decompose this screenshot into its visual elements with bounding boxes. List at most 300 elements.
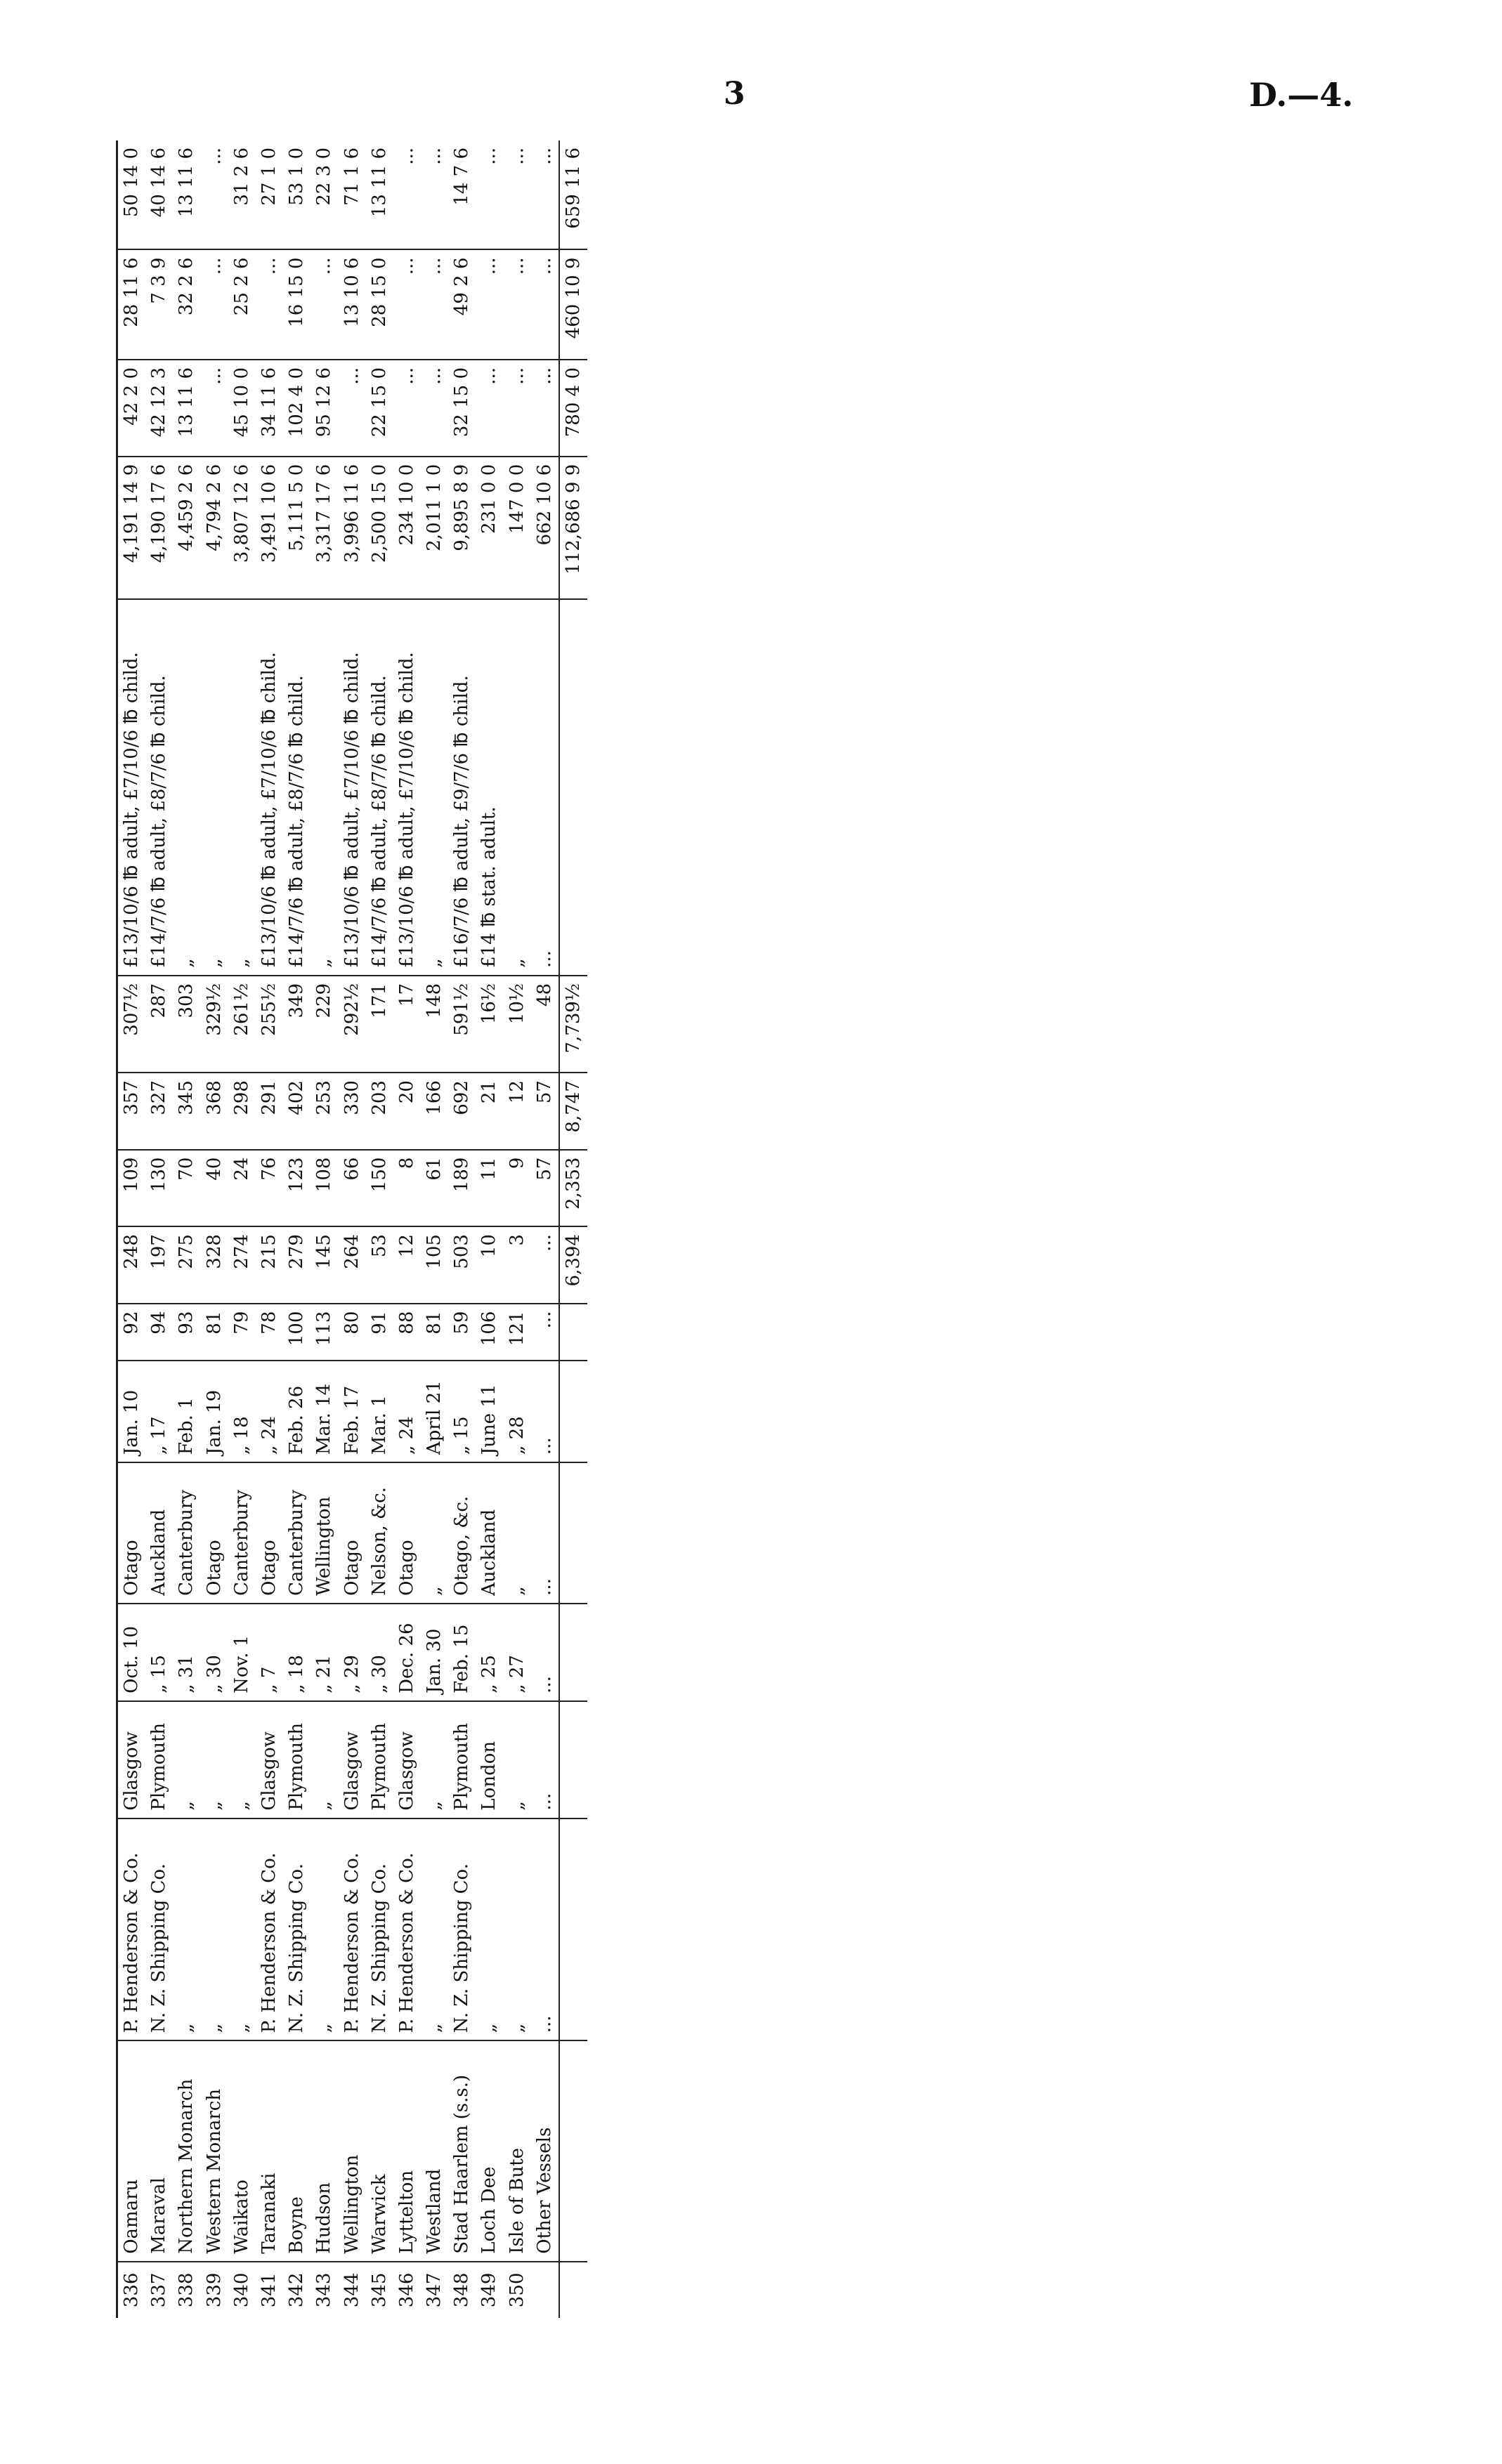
charge-three: 53 1 0 bbox=[283, 140, 311, 250]
row-number: 350 bbox=[506, 2272, 528, 2308]
port-of-departure: Glasgow bbox=[256, 1701, 283, 1818]
total-souls: 357 bbox=[117, 1073, 146, 1150]
owner: „ bbox=[504, 1818, 531, 2041]
amount-paid: 2,500 15 0 bbox=[366, 457, 393, 599]
row-number: 346 bbox=[396, 2272, 417, 2308]
port-of-departure: Glasgow bbox=[393, 1701, 421, 1818]
passage-rate: £14/7/6 ℔ adult, £8/7/6 ℔ child. bbox=[145, 599, 173, 976]
passage-rate: £16/7/6 ℔ adult, £9/7/6 ℔ child. bbox=[448, 599, 476, 976]
statute-adults: 349 bbox=[283, 976, 311, 1073]
passage-rate: £14 ℔ stat. adult. bbox=[476, 599, 503, 976]
destination: Canterbury bbox=[173, 1462, 200, 1604]
statute-adults: 591½ bbox=[448, 976, 476, 1073]
ship-name: Taranaki bbox=[256, 2040, 283, 2262]
port-of-departure: Plymouth bbox=[283, 1701, 311, 1818]
days-passage: 79 bbox=[228, 1304, 256, 1361]
total-souls: 402 bbox=[283, 1073, 311, 1150]
port-of-departure: „ bbox=[201, 1701, 228, 1818]
statute-adults: 307½ bbox=[117, 976, 146, 1073]
passage-rate: ... bbox=[531, 599, 559, 976]
sailed-date: „ 30 bbox=[366, 1604, 393, 1701]
arrived-date: Mar. 14 bbox=[311, 1361, 338, 1462]
charge-two: ... bbox=[421, 250, 448, 360]
total-souls: 291 bbox=[256, 1073, 283, 1150]
immigration-table bbox=[116, 140, 587, 2318]
adults-count: 53 bbox=[366, 1226, 393, 1304]
children-count: 11 bbox=[476, 1150, 503, 1227]
row-number: 337 bbox=[148, 2272, 170, 2308]
totals-row bbox=[559, 140, 587, 2318]
children-count: 189 bbox=[448, 1150, 476, 1227]
total-total-souls: 8,747 bbox=[559, 1073, 587, 1150]
owner: N. Z. Shipping Co. bbox=[366, 1818, 393, 2041]
statute-adults: 255½ bbox=[256, 976, 283, 1073]
port-of-departure: „ bbox=[228, 1701, 256, 1818]
charge-two: 28 15 0 bbox=[366, 250, 393, 360]
statute-adults: 292½ bbox=[339, 976, 366, 1073]
days-passage: 113 bbox=[311, 1304, 338, 1361]
amount-paid: 4,190 17 6 bbox=[145, 457, 173, 599]
total-souls: 327 bbox=[145, 1073, 173, 1150]
days-passage: 81 bbox=[421, 1304, 448, 1361]
port-of-departure: Plymouth bbox=[145, 1701, 173, 1818]
charge-one: 32 15 0 bbox=[448, 360, 476, 457]
passage-rate: £14/7/6 ℔ adult, £8/7/6 ℔ child. bbox=[283, 599, 311, 976]
statute-adults: 10½ bbox=[504, 976, 531, 1073]
destination: ... bbox=[531, 1462, 559, 1604]
charge-one: 95 12 6 bbox=[311, 360, 338, 457]
charge-three: 14 7 6 bbox=[448, 140, 476, 250]
sailed-date: „ 21 bbox=[311, 1604, 338, 1701]
days-passage: 88 bbox=[393, 1304, 421, 1361]
charge-three: 31 2 6 bbox=[228, 140, 256, 250]
total-souls: 298 bbox=[228, 1073, 256, 1150]
charge-one: 34 11 6 bbox=[256, 360, 283, 457]
row-number: 341 bbox=[258, 2272, 280, 2308]
owner: „ bbox=[228, 1818, 256, 2041]
charge-three: 50 14 0 bbox=[117, 140, 146, 250]
amount-paid: 3,996 11 6 bbox=[339, 457, 366, 599]
charge-two: ... bbox=[504, 250, 531, 360]
charge-one: ... bbox=[339, 360, 366, 457]
total-charge-two: 460 10 9 bbox=[559, 250, 587, 360]
days-passage: 100 bbox=[283, 1304, 311, 1361]
adults-count: 274 bbox=[228, 1226, 256, 1304]
row-number: 342 bbox=[286, 2272, 308, 2308]
charge-two: ... bbox=[476, 250, 503, 360]
table-row bbox=[448, 140, 476, 2318]
arrived-date: „ 28 bbox=[504, 1361, 531, 1462]
port-of-departure: ... bbox=[531, 1701, 559, 1818]
total-souls: 166 bbox=[421, 1073, 448, 1150]
owner: „ bbox=[421, 1818, 448, 2041]
port-of-departure: Glasgow bbox=[339, 1701, 366, 1818]
sailed-date: „ 27 bbox=[504, 1604, 531, 1701]
ship-name: Northern Monarch bbox=[173, 2040, 200, 2262]
charge-two: 16 15 0 bbox=[283, 250, 311, 360]
charge-two: ... bbox=[531, 250, 559, 360]
total-adults-count: 6,394 bbox=[559, 1226, 587, 1304]
charge-three: 40 14 6 bbox=[145, 140, 173, 250]
destination: „ bbox=[504, 1462, 531, 1604]
owner: P. Henderson & Co. bbox=[339, 1818, 366, 2041]
ship-name: Warwick bbox=[366, 2040, 393, 2262]
children-count: 8 bbox=[393, 1150, 421, 1227]
destination: Otago bbox=[339, 1462, 366, 1604]
owner: „ bbox=[201, 1818, 228, 2041]
adults-count: 215 bbox=[256, 1226, 283, 1304]
total-amount-paid: 112,686 9 9 bbox=[559, 457, 587, 599]
table-row bbox=[421, 140, 448, 2318]
total-souls: 345 bbox=[173, 1073, 200, 1150]
days-passage: 78 bbox=[256, 1304, 283, 1361]
days-passage: 92 bbox=[117, 1304, 146, 1361]
statute-adults: 261½ bbox=[228, 976, 256, 1073]
table-row bbox=[531, 140, 559, 2318]
children-count: 61 bbox=[421, 1150, 448, 1227]
total-charge-three: 659 11 6 bbox=[559, 140, 587, 250]
table-row bbox=[256, 140, 283, 2318]
table-row bbox=[504, 140, 531, 2318]
charge-one: 42 2 0 bbox=[117, 360, 146, 457]
adults-count: 248 bbox=[117, 1226, 146, 1304]
port-of-departure: Glasgow bbox=[117, 1701, 146, 1818]
children-count: 123 bbox=[283, 1150, 311, 1227]
ship-name: Westland bbox=[421, 2040, 448, 2262]
ship-name: Loch Dee bbox=[476, 2040, 503, 2262]
charge-two: ... bbox=[311, 250, 338, 360]
days-passage: 81 bbox=[201, 1304, 228, 1361]
adults-count: ... bbox=[531, 1226, 559, 1304]
port-of-departure: „ bbox=[421, 1701, 448, 1818]
passage-rate: £13/10/6 ℔ adult, £7/10/6 ℔ child. bbox=[117, 599, 146, 976]
row-number: 339 bbox=[203, 2272, 225, 2308]
statute-adults: 287 bbox=[145, 976, 173, 1073]
charge-one: 13 11 6 bbox=[173, 360, 200, 457]
ship-name: Other Vessels bbox=[531, 2040, 559, 2262]
ship-name: Lyttelton bbox=[393, 2040, 421, 2262]
charge-two: 7 3 9 bbox=[145, 250, 173, 360]
port-of-departure: „ bbox=[173, 1701, 200, 1818]
statute-adults: 171 bbox=[366, 976, 393, 1073]
adults-count: 3 bbox=[504, 1226, 531, 1304]
charge-three: 71 1 6 bbox=[339, 140, 366, 250]
children-count: 70 bbox=[173, 1150, 200, 1227]
total-arrived-date bbox=[559, 1361, 587, 1462]
owner: P. Henderson & Co. bbox=[117, 1818, 146, 2041]
ship-name: Oamaru bbox=[117, 2040, 146, 2262]
row-number: 348 bbox=[451, 2272, 473, 2308]
owner: N. Z. Shipping Co. bbox=[448, 1818, 476, 2041]
total-ship-name bbox=[559, 2040, 587, 2262]
total-souls: 20 bbox=[393, 1073, 421, 1150]
total-souls: 57 bbox=[531, 1073, 559, 1150]
row-number: 349 bbox=[478, 2272, 500, 2308]
adults-count: 328 bbox=[201, 1226, 228, 1304]
arrived-date: June 11 bbox=[476, 1361, 503, 1462]
total-sailed-date bbox=[559, 1604, 587, 1701]
table-row bbox=[476, 140, 503, 2318]
owner: ... bbox=[531, 1818, 559, 2041]
row-number: 344 bbox=[341, 2272, 363, 2308]
sailed-date: Jan. 30 bbox=[421, 1604, 448, 1701]
total-children-count: 2,353 bbox=[559, 1150, 587, 1227]
children-count: 40 bbox=[201, 1150, 228, 1227]
total-souls: 21 bbox=[476, 1073, 503, 1150]
passage-rate: „ bbox=[504, 599, 531, 976]
row-number bbox=[531, 2262, 559, 2318]
children-count: 57 bbox=[531, 1150, 559, 1227]
port-of-departure: „ bbox=[311, 1701, 338, 1818]
adults-count: 197 bbox=[145, 1226, 173, 1304]
passage-rate: £14/7/6 ℔ adult, £8/7/6 ℔ child. bbox=[366, 599, 393, 976]
row-number: 343 bbox=[313, 2272, 335, 2308]
total-souls: 692 bbox=[448, 1073, 476, 1150]
adults-count: 264 bbox=[339, 1226, 366, 1304]
sailed-date: „ 18 bbox=[283, 1604, 311, 1701]
sailed-date: ... bbox=[531, 1604, 559, 1701]
amount-paid: 5,111 5 0 bbox=[283, 457, 311, 599]
ship-name: Boyne bbox=[283, 2040, 311, 2262]
statute-adults: 17 bbox=[393, 976, 421, 1073]
charge-one: 45 10 0 bbox=[228, 360, 256, 457]
arrived-date: „ 24 bbox=[393, 1361, 421, 1462]
sailed-date: Dec. 26 bbox=[393, 1604, 421, 1701]
total-days-passage bbox=[559, 1304, 587, 1361]
passage-rate: „ bbox=[201, 599, 228, 976]
charge-two: 25 2 6 bbox=[228, 250, 256, 360]
days-passage: ... bbox=[531, 1304, 559, 1361]
arrived-date: „ 18 bbox=[228, 1361, 256, 1462]
destination: „ bbox=[421, 1462, 448, 1604]
children-count: 130 bbox=[145, 1150, 173, 1227]
amount-paid: 3,491 10 6 bbox=[256, 457, 283, 599]
charge-three: ... bbox=[201, 140, 228, 250]
arrived-date: „ 24 bbox=[256, 1361, 283, 1462]
charge-one: ... bbox=[504, 360, 531, 457]
owner: N. Z. Shipping Co. bbox=[145, 1818, 173, 2041]
passage-rate: „ bbox=[421, 599, 448, 976]
document-code: D.—4. bbox=[1249, 76, 1354, 114]
passage-rate: „ bbox=[228, 599, 256, 976]
charge-one: ... bbox=[531, 360, 559, 457]
days-passage: 121 bbox=[504, 1304, 531, 1361]
row-number: 347 bbox=[424, 2272, 445, 2308]
days-passage: 106 bbox=[476, 1304, 503, 1361]
total-souls: 203 bbox=[366, 1073, 393, 1150]
children-count: 108 bbox=[311, 1150, 338, 1227]
total-souls: 253 bbox=[311, 1073, 338, 1150]
charge-one: 42 12 3 bbox=[145, 360, 173, 457]
statute-adults: 16½ bbox=[476, 976, 503, 1073]
table-row bbox=[201, 140, 228, 2318]
charge-one: ... bbox=[393, 360, 421, 457]
owner: „ bbox=[311, 1818, 338, 2041]
charge-two: ... bbox=[256, 250, 283, 360]
destination: Auckland bbox=[145, 1462, 173, 1604]
total-passage-rate bbox=[559, 599, 587, 976]
children-count: 76 bbox=[256, 1150, 283, 1227]
days-passage: 93 bbox=[173, 1304, 200, 1361]
total-souls: 330 bbox=[339, 1073, 366, 1150]
total-destination bbox=[559, 1462, 587, 1604]
charge-one: ... bbox=[421, 360, 448, 457]
ship-name: Hudson bbox=[311, 2040, 338, 2262]
table-row bbox=[145, 140, 173, 2318]
table-row bbox=[117, 140, 146, 2318]
days-passage: 80 bbox=[339, 1304, 366, 1361]
adults-count: 12 bbox=[393, 1226, 421, 1304]
charge-three: ... bbox=[476, 140, 503, 250]
charge-two: 13 10 6 bbox=[339, 250, 366, 360]
row-number: 345 bbox=[368, 2272, 390, 2308]
charge-three: ... bbox=[393, 140, 421, 250]
destination: Canterbury bbox=[283, 1462, 311, 1604]
destination: Wellington bbox=[311, 1462, 338, 1604]
arrived-date: „ 15 bbox=[448, 1361, 476, 1462]
destination: Otago, &c. bbox=[448, 1462, 476, 1604]
ship-name: Western Monarch bbox=[201, 2040, 228, 2262]
days-passage: 59 bbox=[448, 1304, 476, 1361]
table-row bbox=[228, 140, 256, 2318]
owner: P. Henderson & Co. bbox=[393, 1818, 421, 2041]
statute-adults: 229 bbox=[311, 976, 338, 1073]
amount-paid: 231 0 0 bbox=[476, 457, 503, 599]
statute-adults: 148 bbox=[421, 976, 448, 1073]
row-number: 336 bbox=[117, 2262, 146, 2318]
ship-name: Waikato bbox=[228, 2040, 256, 2262]
port-of-departure: „ bbox=[504, 1701, 531, 1818]
statute-adults: 303 bbox=[173, 976, 200, 1073]
owner: N. Z. Shipping Co. bbox=[283, 1818, 311, 2041]
sailed-date: „ 15 bbox=[145, 1604, 173, 1701]
destination: Otago bbox=[201, 1462, 228, 1604]
charge-three: 22 3 0 bbox=[311, 140, 338, 250]
amount-paid: 2,011 1 0 bbox=[421, 457, 448, 599]
adults-count: 275 bbox=[173, 1226, 200, 1304]
row-number: 340 bbox=[230, 2272, 252, 2308]
arrived-date: ... bbox=[531, 1361, 559, 1462]
sailed-date: „ 29 bbox=[339, 1604, 366, 1701]
amount-paid: 3,807 12 6 bbox=[228, 457, 256, 599]
sailed-date: „ 30 bbox=[201, 1604, 228, 1701]
table-row bbox=[339, 140, 366, 2318]
sailed-date: „ 31 bbox=[173, 1604, 200, 1701]
destination: Canterbury bbox=[228, 1462, 256, 1604]
ship-name: Isle of Bute bbox=[504, 2040, 531, 2262]
children-count: 9 bbox=[504, 1150, 531, 1227]
owner: „ bbox=[173, 1818, 200, 2041]
days-passage: 91 bbox=[366, 1304, 393, 1361]
amount-paid: 662 10 6 bbox=[531, 457, 559, 599]
sailed-date: „ 25 bbox=[476, 1604, 503, 1701]
passage-rate: £13/10/6 ℔ adult, £7/10/6 ℔ child. bbox=[393, 599, 421, 976]
table-row bbox=[311, 140, 338, 2318]
adults-count: 145 bbox=[311, 1226, 338, 1304]
destination: Otago bbox=[117, 1462, 146, 1604]
table-row bbox=[393, 140, 421, 2318]
page-number: 3 bbox=[724, 76, 745, 112]
statute-adults: 48 bbox=[531, 976, 559, 1073]
amount-paid: 4,794 2 6 bbox=[201, 457, 228, 599]
destination: Auckland bbox=[476, 1462, 503, 1604]
charge-two: ... bbox=[201, 250, 228, 360]
sailed-date: Nov. 1 bbox=[228, 1604, 256, 1701]
amount-paid: 3,317 17 6 bbox=[311, 457, 338, 599]
arrived-date: Jan. 10 bbox=[117, 1361, 146, 1462]
statute-adults: 329½ bbox=[201, 976, 228, 1073]
destination: Otago bbox=[393, 1462, 421, 1604]
arrived-date: April 21 bbox=[421, 1361, 448, 1462]
passage-rate: £13/10/6 ℔ adult, £7/10/6 ℔ child. bbox=[339, 599, 366, 976]
children-count: 150 bbox=[366, 1150, 393, 1227]
total-row-number bbox=[559, 2262, 587, 2318]
arrived-date: Mar. 1 bbox=[366, 1361, 393, 1462]
charge-three: ... bbox=[531, 140, 559, 250]
port-of-departure: London bbox=[476, 1701, 503, 1818]
children-count: 109 bbox=[117, 1150, 146, 1227]
charge-two: 32 2 6 bbox=[173, 250, 200, 360]
charge-one: 102 4 0 bbox=[283, 360, 311, 457]
charge-three: ... bbox=[421, 140, 448, 250]
total-statute-adults: 7,739½ bbox=[559, 976, 587, 1073]
amount-paid: 234 10 0 bbox=[393, 457, 421, 599]
port-of-departure: Plymouth bbox=[366, 1701, 393, 1818]
arrived-date: Feb. 1 bbox=[173, 1361, 200, 1462]
adults-count: 503 bbox=[448, 1226, 476, 1304]
total-souls: 12 bbox=[504, 1073, 531, 1150]
charge-two: 28 11 6 bbox=[117, 250, 146, 360]
row-number: 338 bbox=[176, 2272, 197, 2308]
rotated-table bbox=[116, 140, 1142, 2318]
arrived-date: „ 17 bbox=[145, 1361, 173, 1462]
owner: P. Henderson & Co. bbox=[256, 1818, 283, 2041]
ship-name: Stad Haarlem (s.s.) bbox=[448, 2040, 476, 2262]
passage-rate: £13/10/6 ℔ adult, £7/10/6 ℔ child. bbox=[256, 599, 283, 976]
sailed-date: Oct. 10 bbox=[117, 1604, 146, 1701]
charge-three: 13 11 6 bbox=[366, 140, 393, 250]
sailed-date: Feb. 15 bbox=[448, 1604, 476, 1701]
arrived-date: Feb. 17 bbox=[339, 1361, 366, 1462]
charge-two: 49 2 6 bbox=[448, 250, 476, 360]
ship-name: Wellington bbox=[339, 2040, 366, 2262]
destination: Nelson, &c. bbox=[366, 1462, 393, 1604]
sailed-date: „ 7 bbox=[256, 1604, 283, 1701]
charge-two: ... bbox=[393, 250, 421, 360]
total-charge-one: 780 4 0 bbox=[559, 360, 587, 457]
adults-count: 10 bbox=[476, 1226, 503, 1304]
amount-paid: 4,191 14 9 bbox=[117, 457, 146, 599]
arrived-date: Feb. 26 bbox=[283, 1361, 311, 1462]
charge-one: 22 15 0 bbox=[366, 360, 393, 457]
charge-one: ... bbox=[476, 360, 503, 457]
children-count: 66 bbox=[339, 1150, 366, 1227]
port-of-departure: Plymouth bbox=[448, 1701, 476, 1818]
table-row bbox=[173, 140, 200, 2318]
charge-three: ... bbox=[504, 140, 531, 250]
days-passage: 94 bbox=[145, 1304, 173, 1361]
passage-rate: „ bbox=[173, 599, 200, 976]
amount-paid: 4,459 2 6 bbox=[173, 457, 200, 599]
charge-three: 13 11 6 bbox=[173, 140, 200, 250]
amount-paid: 147 0 0 bbox=[504, 457, 531, 599]
destination: Otago bbox=[256, 1462, 283, 1604]
adults-count: 279 bbox=[283, 1226, 311, 1304]
children-count: 24 bbox=[228, 1150, 256, 1227]
adults-count: 105 bbox=[421, 1226, 448, 1304]
arrived-date: Jan. 19 bbox=[201, 1361, 228, 1462]
owner: „ bbox=[476, 1818, 503, 2041]
